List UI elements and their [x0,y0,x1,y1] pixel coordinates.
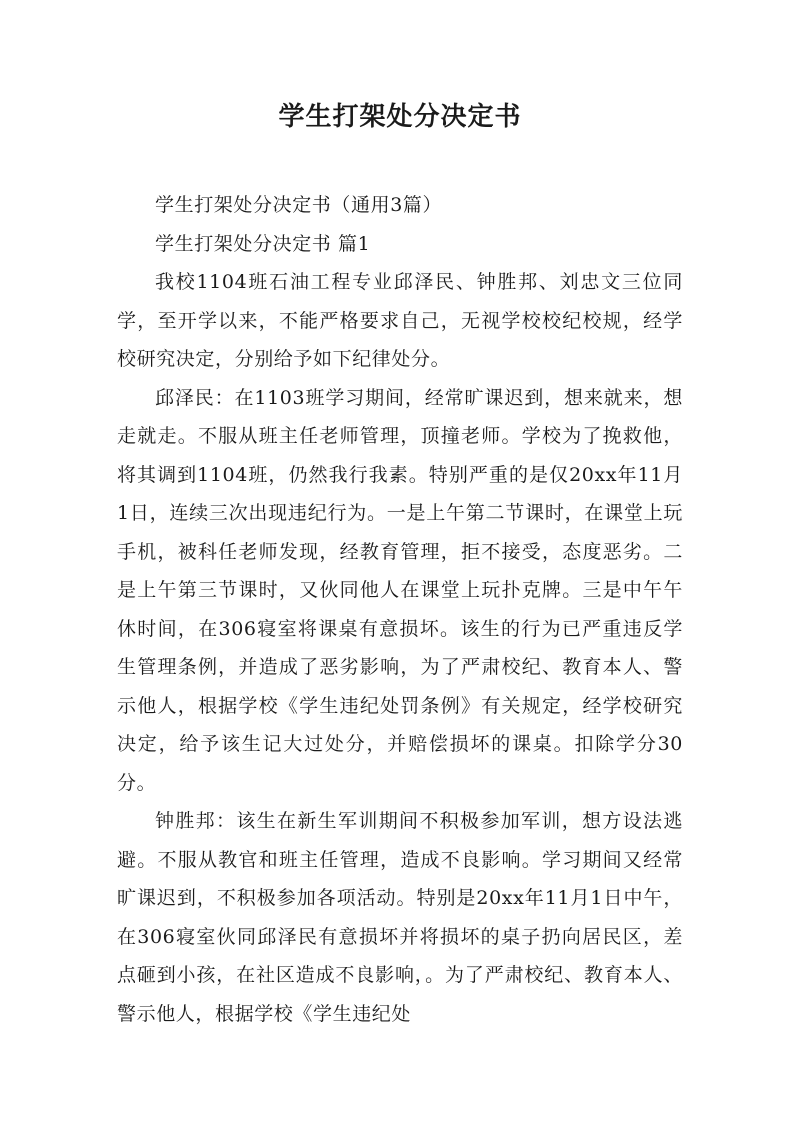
section-heading: 学生打架处分决定书 篇1 [155,232,371,255]
paragraph-qiu-zemin: 邱泽民：在1103班学习期间，经常旷课迟到，想来就来，想走就走。不服从班主任老师管理，顶撞老师。学校为了挽救他，将其调到1104班，仍然我行我素。特别严重的是仅20xx年11月1日，连续三次出现违纪行为。一是上午第二节课时，在课堂上玩手机，被科任老师发现，经教育管理，拒不接受，态度恶劣。二是上午第三节课时，又伙同他人在课堂上玩扑克牌。三是中午午休时间，在306寝室将课桌有意损坏。该生的行为已严重违反学生管理条例，并造成了恶劣影响，为了严肃校纪、教育本人、警示他人，根据学校《学生违纪处罚条例》有关规定，经学校研究决定，给予该生记大过处分，并赔偿损坏的课桌。扣除学分30分。 [117,386,683,794]
paragraph-zhong-shengbang: 钟胜邦：该生在新生军训期间不积极参加军训，想方设法逃避。不服从教官和班主任管理，造成不良影响。学习期间又经常旷课迟到，不积极参加各项活动。特别是20xx年11月1日中午，在306寝室伙同邱泽民有意损坏并将损坏的桌子扔向居民区，差点砸到小孩，在社区造成不良影响，。为了严肃校纪、教育本人、警示他人，根据学校《学生违纪处 [117,810,683,1025]
paragraph-intro: 我校1104班石油工程专业邱泽民、钟胜邦、刘忠文三位同学，至开学以来，不能严格要求自己，无视学校校纪校规，经学校研究决定，分别给予如下纪律处分。 [117,271,683,370]
document-title: 学生打架处分决定书 [278,102,522,132]
document-body [117,186,683,1033]
document-subtitle: 学生打架处分决定书（通用3篇） [155,194,443,216]
